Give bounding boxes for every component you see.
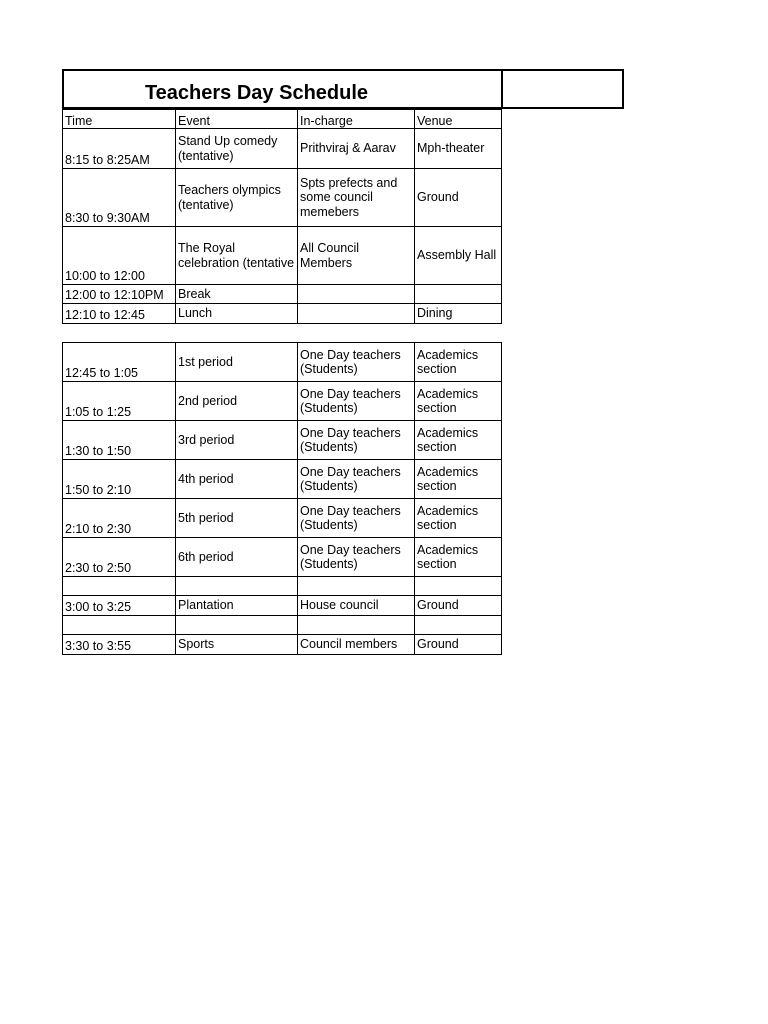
table-header-row: [63, 110, 502, 129]
time-cell: [63, 616, 176, 635]
header-venue: Venue: [415, 110, 502, 129]
time-cell: 8:30 to 9:30AM: [63, 169, 176, 227]
table-row: [63, 304, 502, 324]
time-cell: [63, 577, 176, 596]
event-cell: 3rd period: [176, 421, 298, 460]
table-row: [63, 129, 502, 169]
table-row: [63, 460, 502, 499]
event-cell: [176, 616, 298, 635]
venue-cell: Academics section: [415, 421, 502, 460]
time-cell: 3:00 to 3:25: [63, 596, 176, 616]
venue-cell: Academics section: [415, 343, 502, 382]
event-cell: The Royal celebration (tentative: [176, 227, 298, 285]
title-side-cell: [501, 69, 624, 109]
venue-cell: [415, 285, 502, 304]
table-row: [63, 499, 502, 538]
incharge-cell: One Day teachers (Students): [298, 382, 415, 421]
venue-cell: Ground: [415, 169, 502, 227]
event-cell: Stand Up comedy (tentative): [176, 129, 298, 169]
time-cell: 2:30 to 2:50: [63, 538, 176, 577]
table-row: [63, 227, 502, 285]
incharge-cell: One Day teachers (Students): [298, 421, 415, 460]
table-row: [63, 169, 502, 227]
header-time: Time: [63, 110, 176, 129]
table-row-empty: [63, 616, 502, 635]
event-cell: 5th period: [176, 499, 298, 538]
time-cell: 12:10 to 12:45: [63, 304, 176, 324]
header-incharge: In-charge: [298, 110, 415, 129]
time-cell: 12:45 to 1:05: [63, 343, 176, 382]
incharge-cell: [298, 577, 415, 596]
venue-cell: Ground: [415, 635, 502, 655]
time-cell: 2:10 to 2:30: [63, 499, 176, 538]
header-event: Event: [176, 110, 298, 129]
venue-cell: Assembly Hall: [415, 227, 502, 285]
table-row: [63, 285, 502, 304]
schedule-table-afternoon: [62, 342, 502, 655]
table-row: [63, 538, 502, 577]
venue-cell: Academics section: [415, 499, 502, 538]
table-row-empty: [63, 577, 502, 596]
incharge-cell: [298, 616, 415, 635]
time-cell: 1:05 to 1:25: [63, 382, 176, 421]
incharge-cell: House council: [298, 596, 415, 616]
event-cell: 2nd period: [176, 382, 298, 421]
time-cell: 1:50 to 2:10: [63, 460, 176, 499]
venue-cell: Mph-theater: [415, 129, 502, 169]
event-cell: Teachers olympics (tentative): [176, 169, 298, 227]
page-title: Teachers Day Schedule: [144, 82, 369, 104]
incharge-cell: One Day teachers (Students): [298, 538, 415, 577]
incharge-cell: Prithviraj & Aarav: [298, 129, 415, 169]
incharge-cell: Council members: [298, 635, 415, 655]
venue-cell: Academics section: [415, 382, 502, 421]
time-cell: 12:00 to 12:10PM: [63, 285, 176, 304]
incharge-cell: One Day teachers (Students): [298, 460, 415, 499]
incharge-cell: Spts prefects and some council memebers: [298, 169, 415, 227]
incharge-cell: One Day teachers (Students): [298, 343, 415, 382]
event-cell: Lunch: [176, 304, 298, 324]
event-cell: 4th period: [176, 460, 298, 499]
event-cell: 1st period: [176, 343, 298, 382]
event-cell: Break: [176, 285, 298, 304]
schedule-title-box: [62, 69, 503, 109]
incharge-cell: All Council Members: [298, 227, 415, 285]
table-row: [63, 596, 502, 616]
time-cell: 3:30 to 3:55: [63, 635, 176, 655]
event-cell: Sports: [176, 635, 298, 655]
table-row: [63, 382, 502, 421]
time-cell: 1:30 to 1:50: [63, 421, 176, 460]
table-row: [63, 343, 502, 382]
venue-cell: Academics section: [415, 538, 502, 577]
venue-cell: [415, 577, 502, 596]
event-cell: 6th period: [176, 538, 298, 577]
venue-cell: [415, 616, 502, 635]
venue-cell: Dining: [415, 304, 502, 324]
venue-cell: Academics section: [415, 460, 502, 499]
schedule-table-morning: [62, 109, 502, 324]
table-row: [63, 421, 502, 460]
event-cell: [176, 577, 298, 596]
time-cell: 10:00 to 12:00: [63, 227, 176, 285]
venue-cell: Ground: [415, 596, 502, 616]
event-cell: Plantation: [176, 596, 298, 616]
incharge-cell: One Day teachers (Students): [298, 499, 415, 538]
incharge-cell: [298, 285, 415, 304]
time-cell: 8:15 to 8:25AM: [63, 129, 176, 169]
table-row: [63, 635, 502, 655]
incharge-cell: [298, 304, 415, 324]
